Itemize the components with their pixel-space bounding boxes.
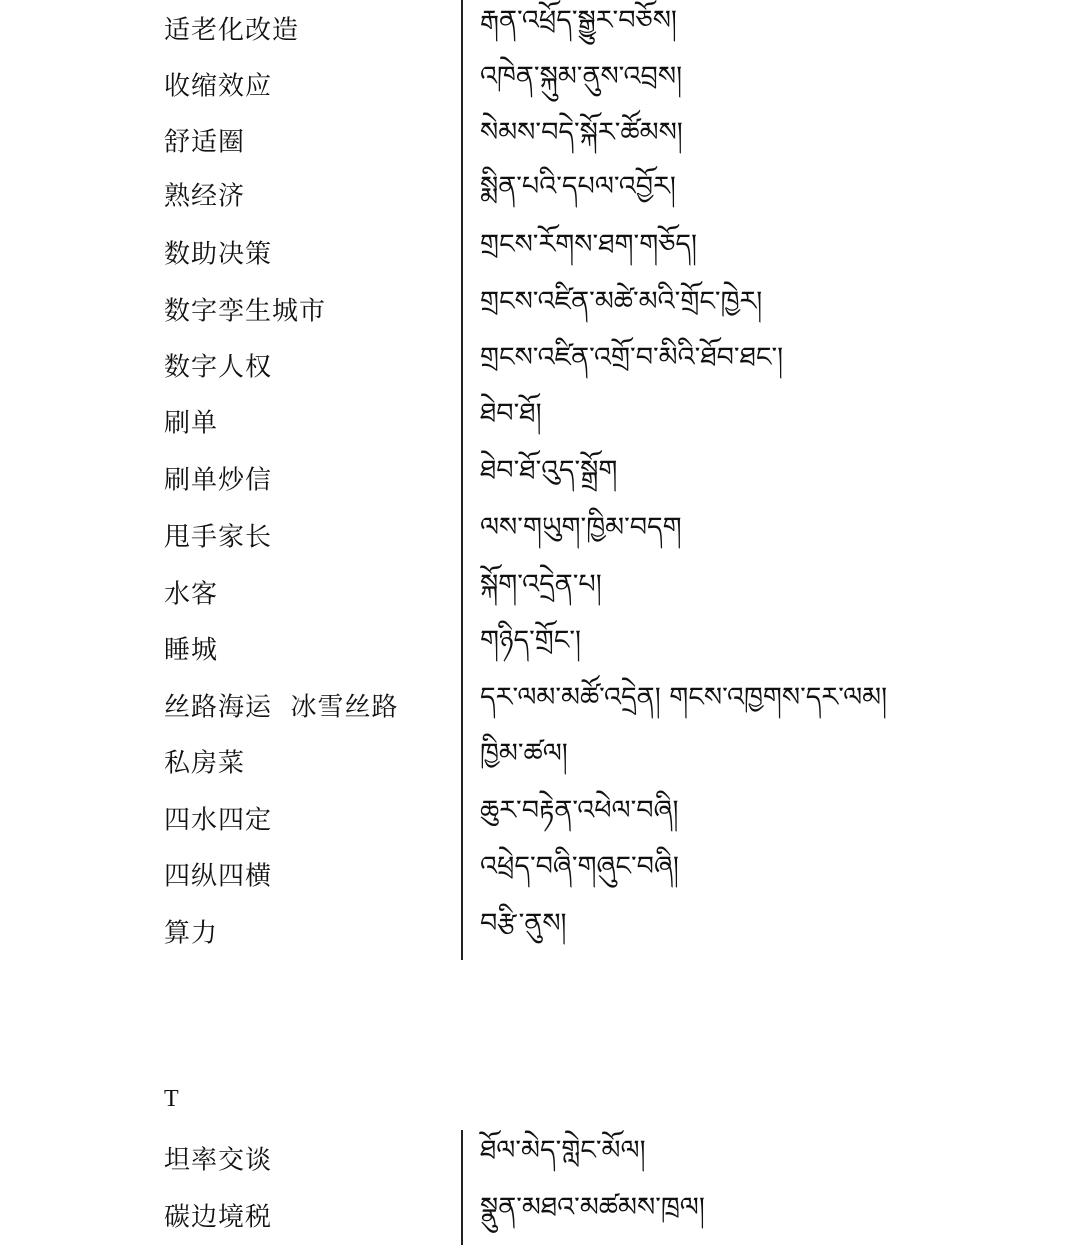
chinese-term: 数字孪生城市: [164, 296, 327, 327]
chinese-term: 睡城: [164, 635, 219, 666]
chinese-term: 四纵四横: [164, 861, 273, 892]
chinese-term: 熟经济: [164, 181, 246, 212]
chinese-term: 刷单: [164, 408, 219, 439]
chinese-term: 舒适圈: [164, 127, 246, 158]
chinese-term: 坦率交谈: [164, 1145, 273, 1176]
chinese-term: 数助决策: [164, 239, 273, 270]
tibetan-term: ཁྱིམ་ཚལ།: [480, 738, 568, 769]
tibetan-term: སེམས་བདེ་སྐོར་ཚོམས།: [480, 117, 683, 148]
tibetan-term: འཕྲེད་བཞི་གཞུང་བཞི།: [480, 851, 679, 882]
chinese-term: 刷单炒信: [164, 465, 273, 496]
chinese-term: 适老化改造: [164, 15, 300, 46]
tibetan-term: ལས་གཡུག་ཁྱིམ་བདག: [480, 512, 682, 543]
chinese-term: 碳边境税: [164, 1202, 273, 1233]
tibetan-term: ཆུར་བརྟེན་འཕེལ་བཞི།: [480, 795, 679, 826]
section-letter-heading: T: [164, 1086, 179, 1112]
tibetan-term: ཐོལ་མེད་གླེང་མོལ།: [480, 1135, 646, 1166]
glossary-row: [0, 1187, 1080, 1243]
tibetan-term: བརྩི་ནུས།: [480, 908, 567, 939]
chinese-term: 四水四定: [164, 805, 273, 836]
tibetan-term: གྲངས་འཛིན་འགྲོ་བ་མིའི་ཐོབ་ཐང་།: [480, 342, 784, 373]
chinese-term: 私房菜: [164, 748, 246, 779]
tibetan-term: སྐོག་འདྲེན་པ།: [480, 569, 602, 600]
chinese-term: 数字人权: [164, 352, 273, 383]
tibetan-term: རྒན་འཕྲོད་སྒྱུར་བཅོས།: [480, 5, 677, 36]
tibetan-term: ཐེབ་ཐོ་འུད་སྒྲོག: [480, 455, 618, 486]
glossary-row: [0, 903, 1080, 959]
chinese-term: 收缩效应: [164, 71, 273, 102]
chinese-term: 算力: [164, 918, 219, 949]
tibetan-term: གཉིད་གྲོང་།: [480, 625, 582, 656]
tibetan-term: དར་ལམ་མཚོ་འདྲེན། གངས་འཁྱགས་དར་ལམ།: [480, 682, 888, 713]
tibetan-term: གྲངས་འཛིན་མཚེ་མའི་གྲོང་ཁྱེར།: [480, 286, 763, 317]
tibetan-term: སྣུན་མཐའ་མཚམས་ཁྲལ།: [480, 1192, 705, 1223]
tibetan-term: ཐེབ་ཐོ།: [480, 398, 542, 429]
tibetan-term: གྲངས་རོགས་ཐག་གཅོད།: [480, 229, 697, 260]
tibetan-term: སྨིན་པའི་དཔལ་འབྱོར།: [480, 171, 676, 202]
chinese-term: 水客: [164, 579, 219, 610]
tibetan-term: འཁེན་སྐུམ་ནུས་འབྲས།: [480, 61, 683, 92]
chinese-term: 丝路海运 冰雪丝路: [164, 692, 399, 723]
chinese-term: 甩手家长: [164, 522, 273, 553]
